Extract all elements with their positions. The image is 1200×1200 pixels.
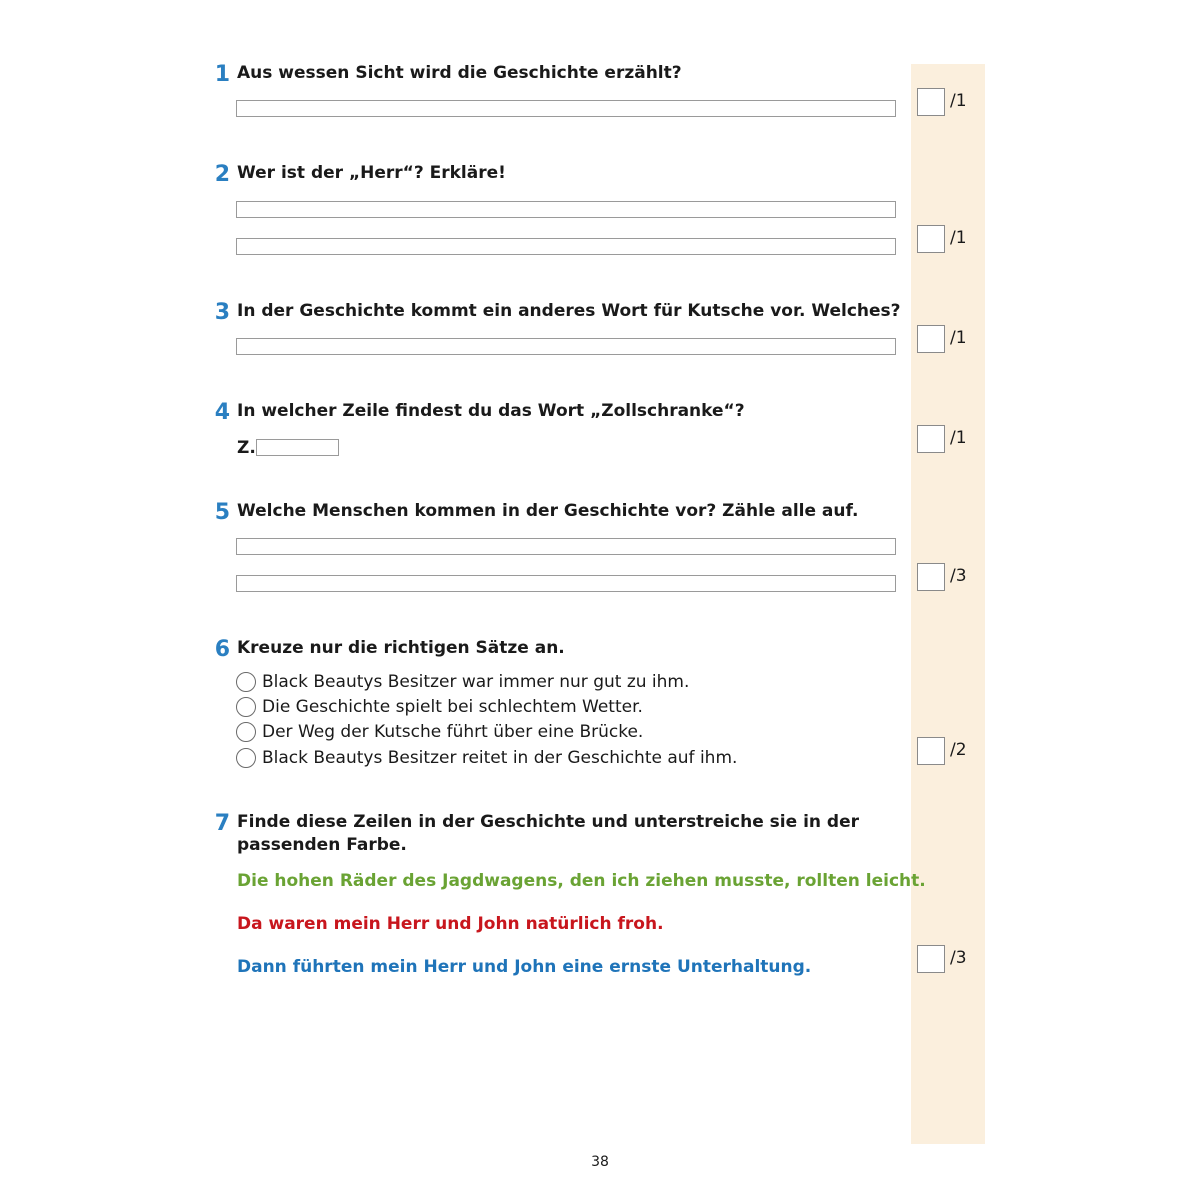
answer-line[interactable] (236, 575, 896, 592)
score-max: /2 (950, 740, 967, 760)
answer-line[interactable] (236, 338, 896, 355)
score-max: /1 (950, 91, 967, 111)
line-number-field[interactable] (256, 439, 339, 456)
question-text: Finde diese Zeilen in der Geschichte und unterstreiche sie in der (237, 812, 860, 832)
option-label: Der Weg der Kutsche führt über eine Brücke. (262, 722, 644, 742)
radio-circle[interactable] (236, 672, 256, 692)
score-box[interactable] (917, 945, 945, 973)
score-box[interactable] (917, 88, 945, 116)
line-prefix-label: Z. (237, 438, 256, 458)
green-sentence: Die hohen Räder des Jagdwagens, den ich ziehen musste, rollten leicht. (237, 871, 926, 891)
question-number: 5 (214, 500, 230, 525)
answer-line[interactable] (236, 100, 896, 117)
question-text-continued: passenden Farbe. (237, 835, 407, 855)
option-label: Die Geschichte spielt bei schlechtem Wetter. (262, 697, 643, 717)
answer-line[interactable] (236, 538, 896, 555)
question-number: 1 (214, 62, 230, 87)
radio-circle[interactable] (236, 697, 256, 717)
score-max: /1 (950, 228, 967, 248)
radio-circle[interactable] (236, 748, 256, 768)
page-number: 38 (591, 1154, 609, 1170)
checkbox-option[interactable] (236, 746, 737, 770)
checkbox-option[interactable] (236, 695, 643, 719)
score-max: /1 (950, 428, 967, 448)
option-label: Black Beautys Besitzer reitet in der Geschichte auf ihm. (262, 748, 738, 768)
score-box[interactable] (917, 325, 945, 353)
question-number: 7 (214, 811, 230, 836)
question-text: In der Geschichte kommt ein anderes Wort für Kutsche vor. Welches? (237, 301, 901, 321)
score-box[interactable] (917, 563, 945, 591)
score-max: /3 (950, 566, 967, 586)
blue-sentence: Dann führten mein Herr und John eine ernste Unterhaltung. (237, 957, 812, 977)
score-box[interactable] (917, 737, 945, 765)
checkbox-option[interactable] (236, 670, 689, 694)
score-max: /3 (950, 948, 967, 968)
answer-line[interactable] (236, 201, 896, 218)
question-number: 4 (214, 400, 230, 425)
question-number: 2 (214, 162, 230, 187)
answer-line[interactable] (236, 238, 896, 255)
question-text: Kreuze nur die richtigen Sätze an. (237, 638, 565, 658)
option-label: Black Beautys Besitzer war immer nur gut zu ihm. (262, 672, 690, 692)
checkbox-option[interactable] (236, 720, 643, 744)
question-text: In welcher Zeile findest du das Wort „Zollschranke“? (237, 401, 745, 421)
question-text: Aus wessen Sicht wird die Geschichte erzählt? (237, 63, 682, 83)
question-text: Wer ist der „Herr“? Erkläre! (237, 163, 506, 183)
question-number: 6 (214, 637, 230, 662)
question-text: Welche Menschen kommen in der Geschichte vor? Zähle alle auf. (237, 501, 859, 521)
score-max: /1 (950, 328, 967, 348)
red-sentence: Da waren mein Herr und John natürlich froh. (237, 914, 664, 934)
question-number: 3 (214, 300, 230, 325)
radio-circle[interactable] (236, 722, 256, 742)
score-box[interactable] (917, 425, 945, 453)
score-box[interactable] (917, 225, 945, 253)
